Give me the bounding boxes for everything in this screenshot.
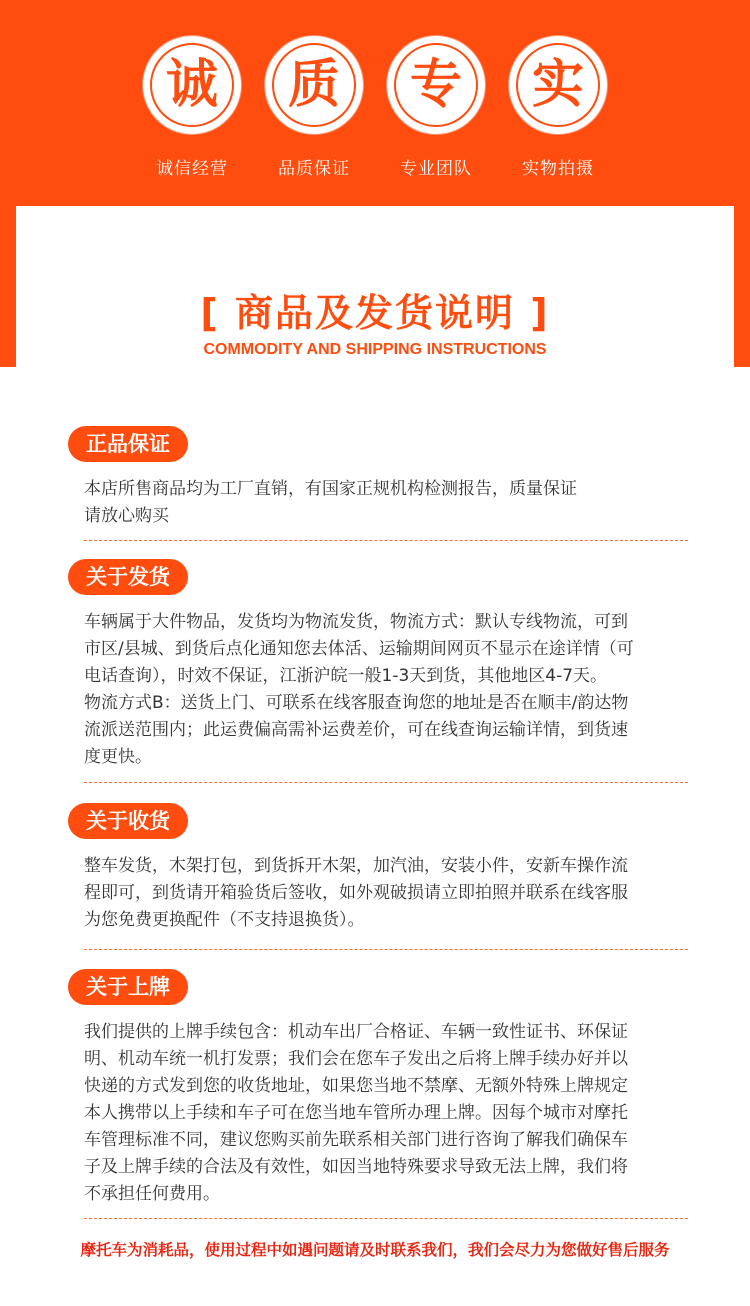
section-body: [84, 476, 688, 530]
text-line: 子及上牌手续的合法及有效性，如因当地特殊要求导致无法上牌，我们将: [84, 1157, 628, 1177]
badge-circle: [265, 36, 363, 134]
badge-character: 诚: [165, 55, 218, 115]
dashed-divider: [84, 949, 688, 950]
dashed-divider: [84, 540, 688, 541]
dashed-divider: [84, 1218, 688, 1219]
page-subtitle: COMMODITY AND SHIPPING INSTRUCTIONS: [203, 341, 547, 358]
section-shipping: [68, 559, 688, 771]
badge-character: 专: [409, 55, 462, 115]
section-label: 关于收货: [68, 803, 188, 839]
text-line: 车辆属于大件物品，发货均为物流发货，物流方式：默认专线物流，可到: [84, 612, 628, 632]
text-line: 市区/县城、到货后点化通知您去体活、运输期间网页不显示在途详情（可: [84, 639, 634, 659]
text-line: 请放心购买: [84, 506, 169, 526]
text-line: 明、机动车统一机打发票；我们会在您车子发出之后将上牌手续办好并以: [84, 1049, 628, 1069]
section-label: 关于发货: [68, 559, 188, 595]
text-line: 整车发货，木架打包，到货拆开木架，加汽油，安装小件，安新车操作流: [84, 856, 628, 876]
text-line: 我们提供的上牌手续包含：机动车出厂合格证、车辆一致性证书、环保证: [84, 1022, 628, 1042]
badge-integrity: [140, 36, 244, 179]
text-line: 本店所售商品均为工厂直销，有国家正规机构检测报告，质量保证: [84, 479, 577, 499]
badge-circle: [143, 36, 241, 134]
text-line: 不承担任何费用。: [84, 1184, 220, 1204]
badge-caption: 专业团队: [400, 159, 472, 179]
badge-caption: 品质保证: [278, 159, 350, 179]
badge-circle: [509, 36, 607, 134]
text-line: 度更快。: [84, 747, 152, 767]
badge-circle: [387, 36, 485, 134]
content-panel: [16, 206, 734, 1306]
after-sales-note: 摩托车为消耗品，使用过程中如遇问题请及时联系我们，我们会尽力为您做好售后服务: [80, 1241, 670, 1259]
dashed-divider: [84, 782, 688, 783]
text-line: 快递的方式发到您的收货地址，如果您当地不禁摩、无额外特殊上牌规定: [84, 1076, 628, 1096]
section-label: 正品保证: [68, 426, 188, 462]
text-line: 流派送范围内；此运费偏高需补运费差价，可在线查询运输详情，到货速: [84, 720, 628, 740]
section-body: [84, 609, 688, 771]
text-line: 本人携带以上手续和车子可在您当地车管所办理上牌。因每个城市对摩托: [84, 1103, 628, 1123]
badge-character: 实: [531, 55, 584, 115]
section-body: [84, 1019, 688, 1208]
section-body: [84, 853, 688, 934]
text-line: 为您免费更换配件（不支持退换货）。: [84, 910, 365, 930]
badge-character: 质: [287, 55, 340, 115]
section-registration: [68, 969, 688, 1208]
text-line: 电话查询），时效不保证，江浙沪皖一般1-3天到货，其他地区4-7天。: [84, 666, 608, 686]
badge-quality: [262, 36, 366, 179]
text-line: 车管理标准不同，建议您购买前先联系相关部门进行咨询了解我们确保车: [84, 1130, 628, 1150]
page-title: [ 商品及发货说明 ]: [200, 291, 550, 335]
value-badges: [0, 0, 750, 200]
section-label: 关于上牌: [68, 969, 188, 1005]
section-genuine-guarantee: [68, 426, 688, 530]
badge-real-photos: [506, 36, 610, 179]
text-line: 物流方式B：送货上门、可联系在线客服查询您的地址是否在顺丰/韵达物: [84, 693, 629, 713]
badge-caption: 实物拍摄: [522, 159, 594, 179]
badge-caption: 诚信经营: [156, 159, 228, 179]
badge-professional: [384, 36, 488, 179]
section-receiving: [68, 803, 688, 934]
text-line: 程即可，到货请开箱验货后签收，如外观破损请立即拍照并联系在线客服: [84, 883, 628, 903]
